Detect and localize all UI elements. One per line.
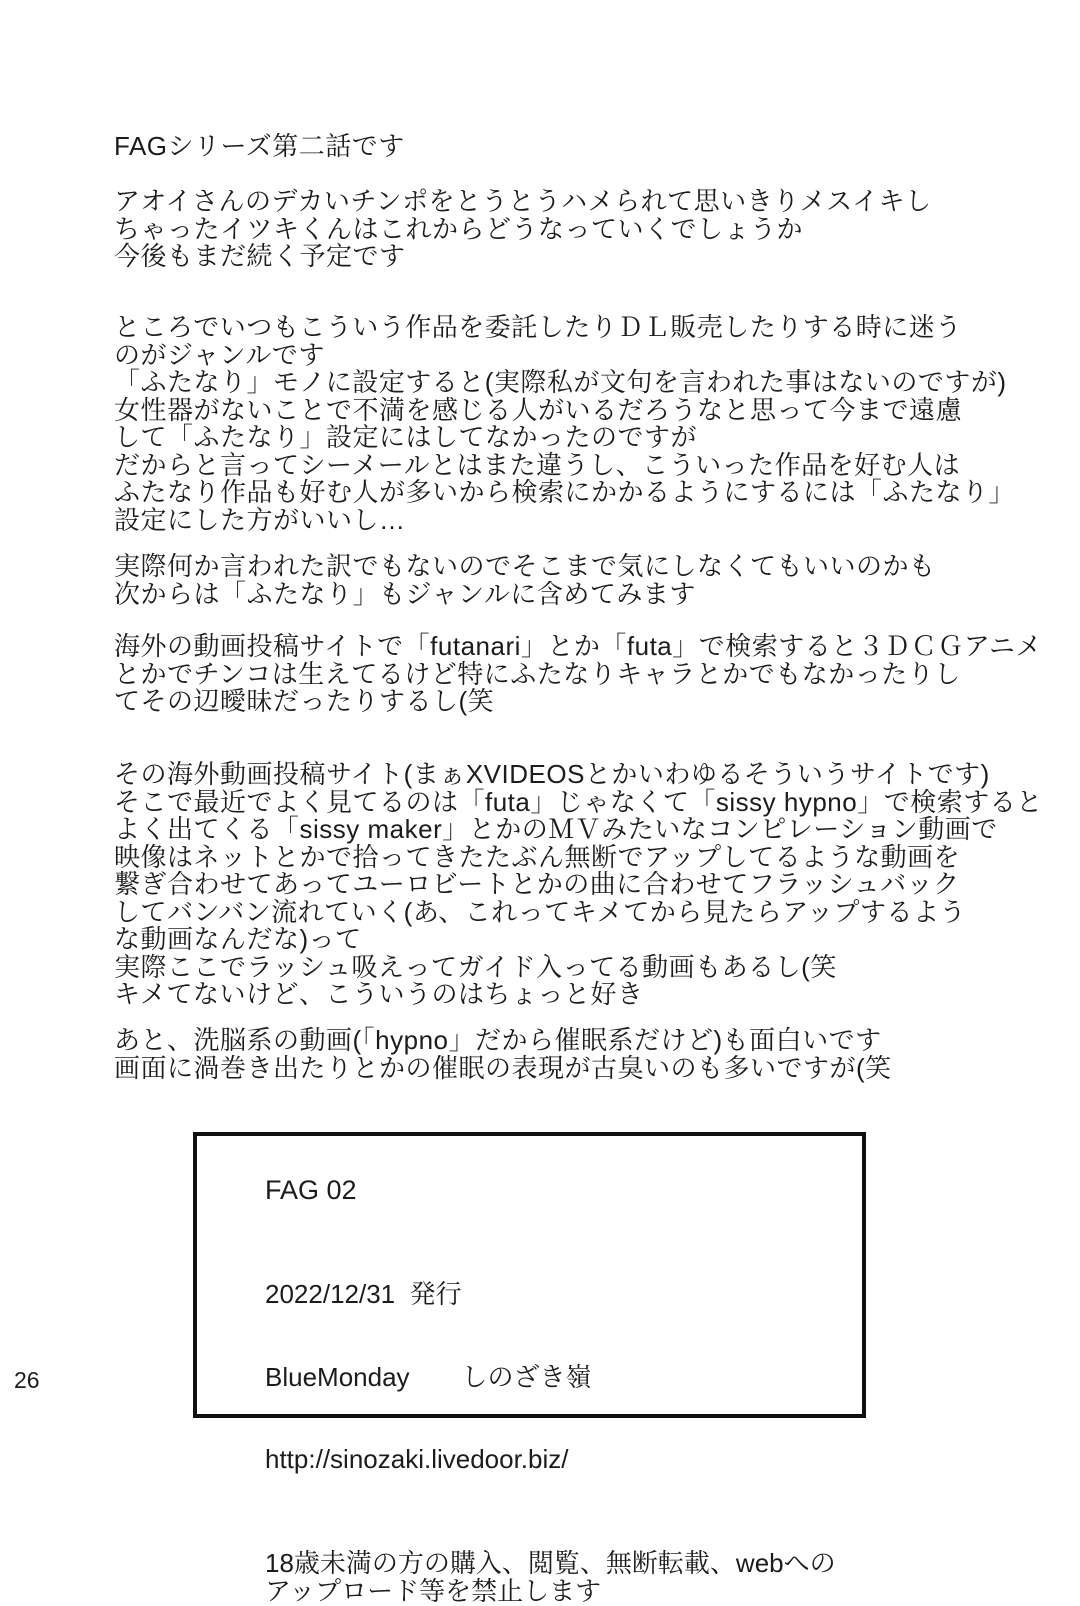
colophon-publish-date: 2022/12/31 発行 [265, 1279, 462, 1309]
afterword-paragraph-story-comment: アオイさんのデカいチンポをとうとうハメられて思いきりメスイキし ちゃったイツキくんはこれからどうなっていくでしょうか 今後もまだ続く予定です [114, 186, 932, 271]
colophon-box [193, 1132, 866, 1606]
afterword-paragraph-genre-discussion: ところでいつもこういう作品を委託したりＤＬ販売したりする時に迷う のがジャンルです 「ふたなり」モノに設定すると(実際私が文句を言われた事はないのですが) 女性器がないことで不満を感じる人がいるだろうなと思って今まで遠慮 して「ふたなり」設定にはしてなかったのですが だからと言ってシーメールとはまた違うし、こういった作品を好む人は ふたなり作品も好む人が多いから検索にかかるようにするには「ふたなり」 設定にした方がいいし… [114, 312, 1016, 535]
afterword-paragraph-hypno-videos: あと、洗脳系の動画(「hypno」だから催眠系だけど)も面白いです 画面に渦巻き出たりとかの催眠の表現が古臭いのも多いですが(笑 [114, 1025, 892, 1083]
afterword-paragraph-genre-conclusion: 実際何か言われた訳でもないのでそこまで気にしなくてもいいのかも 次からは「ふたなり」もジャンルに含めてみます [114, 551, 936, 609]
page-number: 26 [14, 1367, 40, 1393]
afterword-paragraph-video-site: その海外動画投稿サイト(まぁXVIDEOSとかいわゆるそういうサイトです) そこで最近でよく見てるのは「futa」じゃなくて「sissy hypno」で検索すると よく出てくる「sissy maker」とかのＭＶみたいなコンピレーション動画で 映像はネットとかで拾ってきたたぶん無断でアップしてるような動画を 繋ぎ合わせてあってユーロビートとかの曲に合わせてフラッシュバック してバンバン流れていく(あ、これってキメてから見たらアップするよう な動画なんだな)って 実際ここでラッシュ吸えってガイド入ってる動画もあるし(笑 キメてないけど、こういうのはちょっと好き [114, 759, 1043, 1009]
colophon-url: http://sinozaki.livedoor.biz/ [265, 1444, 569, 1474]
colophon-notice: 18歳未満の方の購入、閲覧、無断転載、webへの アップロード等を禁止します [265, 1547, 836, 1606]
colophon-title: FAG 02 [265, 1175, 357, 1205]
afterword-paragraph-search-terms: 海外の動画投稿サイトで「futanari」とか「futa」で検索すると３ＤＣＧアニメ とかでチンコは生えてるけど特にふたなりキャラとかでもなかったりし てその辺曖昧だったりするし(笑 [114, 631, 1042, 716]
colophon-circle-author: BlueMonday しのざき嶺 [265, 1361, 592, 1392]
afterword-paragraph-series-intro: FAGシリーズ第二話です [114, 131, 405, 161]
